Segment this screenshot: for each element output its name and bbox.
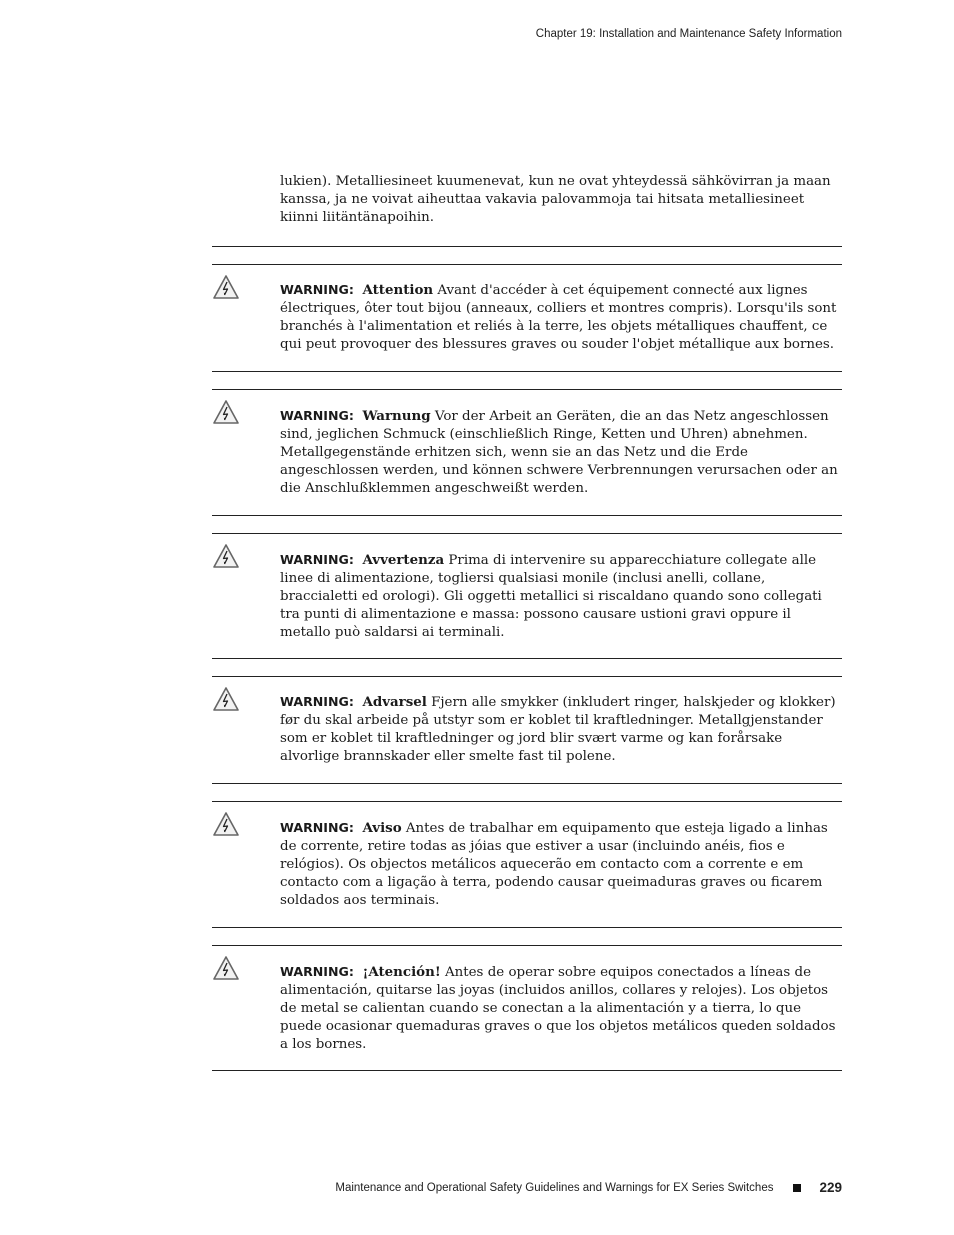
page-number: 229	[819, 1180, 842, 1195]
divider	[212, 246, 842, 247]
warning-body: Fjern alle smykker (inkludert ringer, halskjeder og klokker) før du skal arbeide på utstyr som er koblet til kraftledninger. Metallgjenstander som er koblet til kraftledninger og jord blir svært varme og kan forårsake alvorlige brannskader eller smelte fast til polene.	[280, 695, 836, 764]
divider	[212, 783, 842, 784]
footer-square-icon	[793, 1184, 801, 1192]
warning-triangle-icon	[212, 811, 240, 837]
divider	[212, 264, 842, 265]
warning-label: WARNING:	[280, 552, 354, 567]
warning-language-word: ¡Atención!	[362, 964, 441, 980]
warning-text	[280, 693, 842, 766]
warning-label: WARNING:	[280, 694, 354, 709]
warning-text	[280, 281, 842, 354]
warning-language-word: Attention	[362, 282, 434, 298]
warning-label: WARNING:	[280, 282, 354, 297]
warning-body: Antes de operar sobre equipos conectados a líneas de alimentación, quitarse las joyas (incluidos anillos, collares y relojes). Los objetos de metal se calientan cuando se conectan a la alimentación y a tierra, lo que puede ocasionar quemaduras graves o que los objetos metálicos queden soldados a los bornes.	[280, 965, 836, 1052]
intro-paragraph: lukien). Metalliesineet kuumenevat, kun ne ovat yhteydessä sähkövirran ja maan kanssa, ja ne voivat aiheuttaa vakavia palovammoja tai hitsata metalliesineet kiinni liitäntänapoihin.	[280, 174, 831, 225]
warning-label: WARNING:	[280, 408, 354, 423]
warning-triangle-icon	[212, 399, 240, 425]
warning-text	[280, 819, 842, 910]
warning-triangle-icon	[212, 274, 240, 300]
warning-triangle-icon	[212, 955, 240, 981]
warning-body: Avant d'accéder à cet équipement connecté aux lignes électriques, ôter tout bijou (anneaux, colliers et montres compris). Lorsqu'ils sont branchés à l'alimentation et reliés à la terre, les objets métalliques chauffent, ce qui peut provoquer des blessures graves ou souder l'objet métallique aux bornes.	[280, 283, 837, 352]
warning-text	[280, 407, 842, 498]
warning-body: Vor der Arbeit an Geräten, die an das Netz angeschlossen sind, jeglichen Schmuck (einschließlich Ringe, Ketten und Uhren) abnehmen. Metallgegenstände erhitzen sich, wenn sie an das Netz und die Erde angeschlossen werden, und können schwere Verbrennungen verursachen oder an die Anschlußklemmen angeschweißt werden.	[280, 409, 838, 496]
divider	[212, 389, 842, 390]
divider	[212, 927, 842, 928]
warning-language-word: Warnung	[362, 408, 431, 424]
warning-language-word: Advarsel	[362, 694, 427, 710]
divider	[212, 533, 842, 534]
warning-language-word: Aviso	[362, 820, 402, 836]
warning-body: Prima di intervenire su apparecchiature collegate alle linee di alimentazione, togliersi qualsiasi monile (inclusi anelli, collane, braccialetti ed orologi). Gli oggetti metallici si riscaldano quando sono collegati tra punti di alimentazione e massa: possono causare ustioni gravi oppure il metallo può saldarsi ai terminali.	[280, 553, 822, 640]
warning-language-word: Avvertenza	[362, 552, 445, 568]
divider	[212, 371, 842, 372]
warning-label: WARNING:	[280, 820, 354, 835]
footer-section-title: Maintenance and Operational Safety Guidelines and Warnings for EX Series Switches	[335, 1181, 774, 1194]
warning-body: Antes de trabalhar em equipamento que esteja ligado a linhas de corrente, retire todas as jóias que estiver a usar (incluindo anéis, fios e relógios). Os objectos metálicos aquecerão em contacto com a corrente e em contacto com a ligação à terra, podendo causar queimaduras graves ou ficarem soldados aos terminais.	[280, 821, 828, 908]
warning-triangle-icon	[212, 543, 240, 569]
divider	[212, 801, 842, 802]
divider	[212, 945, 842, 946]
warning-text	[280, 551, 842, 642]
warning-label: WARNING:	[280, 964, 354, 979]
divider	[212, 658, 842, 659]
warning-triangle-icon	[212, 686, 240, 712]
divider	[212, 1070, 842, 1071]
chapter-header: Chapter 19: Installation and Maintenance Safety Information	[535, 28, 842, 40]
divider	[212, 515, 842, 516]
warning-text	[280, 963, 842, 1054]
page-footer	[335, 1180, 842, 1195]
divider	[212, 676, 842, 677]
